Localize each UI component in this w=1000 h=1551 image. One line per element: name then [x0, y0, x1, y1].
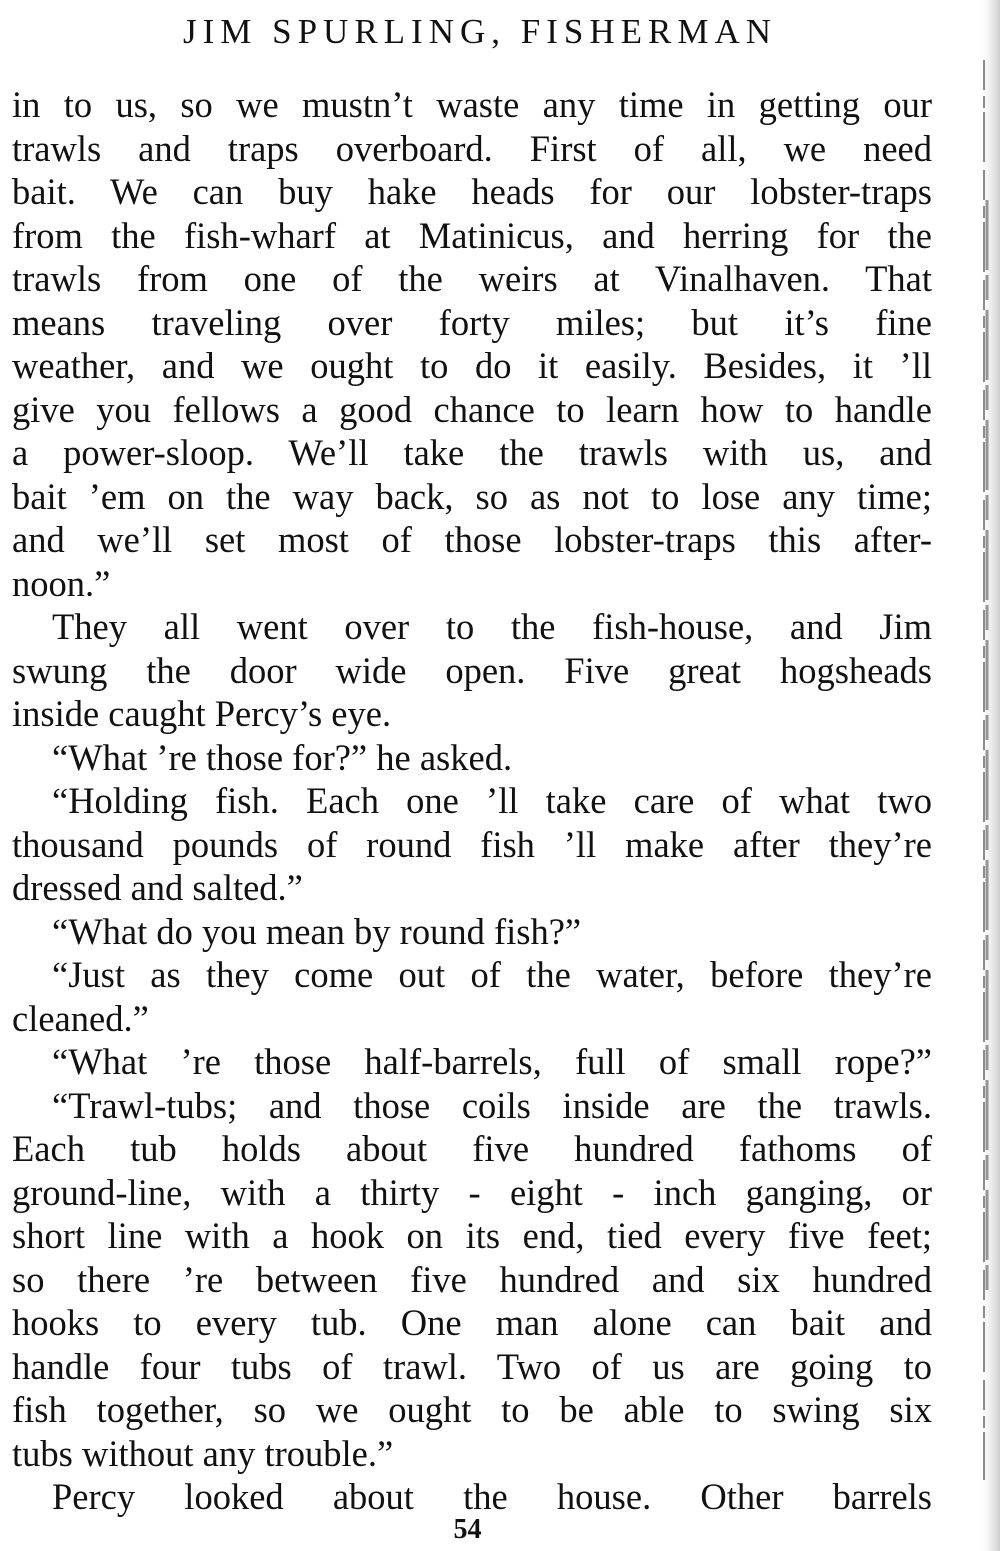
body-text	[12, 83, 932, 1519]
running-head: JIM SPURLING, FISHERMAN	[182, 12, 778, 51]
text-line: means traveling over forty miles; but it’s fine	[12, 301, 932, 343]
text-line: a power-sloop. We’ll take the trawls with us, and	[12, 432, 932, 473]
text-line: swung the door wide open. Five great hogsheads	[12, 649, 932, 691]
text-line: “Trawl-tubs; and those coils inside are the trawls.	[52, 1084, 932, 1126]
text-line: give you fellows a good chance to learn how to handle	[12, 388, 932, 430]
text-line: ground-line, with a thirty - eight - inch ganging, or	[12, 1171, 932, 1213]
text-line: “Holding fish. Each one ’ll take care of what two	[52, 780, 932, 821]
binding-edge-shadow	[978, 0, 1000, 1551]
text-line: bait. We can buy hake heads for our lobster-traps	[12, 171, 932, 212]
text-line: Percy looked about the house. Other barrels	[52, 1476, 932, 1517]
text-line: hooks to every tub. One man alone can bait and	[12, 1302, 932, 1343]
text-line: short line with a hook on its end, tied every five feet;	[12, 1215, 932, 1256]
text-line: thousand pounds of round fish ’ll make after they’re	[12, 823, 932, 865]
text-line: tubs without any trouble.”	[12, 1432, 394, 1474]
text-line: dressed and salted.”	[12, 867, 303, 908]
text-line: and we’ll set most of those lobster-traps this after-	[12, 519, 932, 560]
text-line: from the fish-wharf at Matinicus, and herring for the	[12, 214, 932, 256]
text-line: bait ’em on the way back, so as not to lose any time;	[12, 475, 932, 517]
text-line: noon.”	[12, 562, 111, 604]
text-line: trawls from one of the weirs at Vinalhaven. That	[12, 258, 932, 299]
text-line: trawls and traps overboard. First of all, we need	[12, 127, 932, 169]
text-line: They all went over to the fish-house, and Jim	[52, 606, 932, 647]
text-line: fish together, so we ought to be able to swing six	[12, 1389, 932, 1430]
text-line: Each tub holds about five hundred fathoms of	[12, 1128, 932, 1169]
page-number: 54	[453, 1514, 482, 1545]
text-line: handle four tubs of trawl. Two of us are going to	[12, 1345, 932, 1387]
text-line: cleaned.”	[12, 997, 149, 1039]
text-line: “What ’re those half-barrels, full of small rope?”	[52, 1041, 932, 1082]
text-line: weather, and we ought to do it easily. Besides, it ’ll	[12, 345, 932, 386]
text-line: inside caught Percy’s eye.	[12, 693, 392, 734]
text-line: “What do you mean by round fish?”	[52, 910, 582, 952]
text-line: in to us, so we mustn’t waste any time in getting our	[12, 84, 932, 125]
text-line: “What ’re those for?” he asked.	[52, 736, 513, 778]
text-line: so there ’re between five hundred and six hundred	[12, 1258, 932, 1300]
text-line: “Just as they come out of the water, before they’re	[52, 954, 932, 995]
